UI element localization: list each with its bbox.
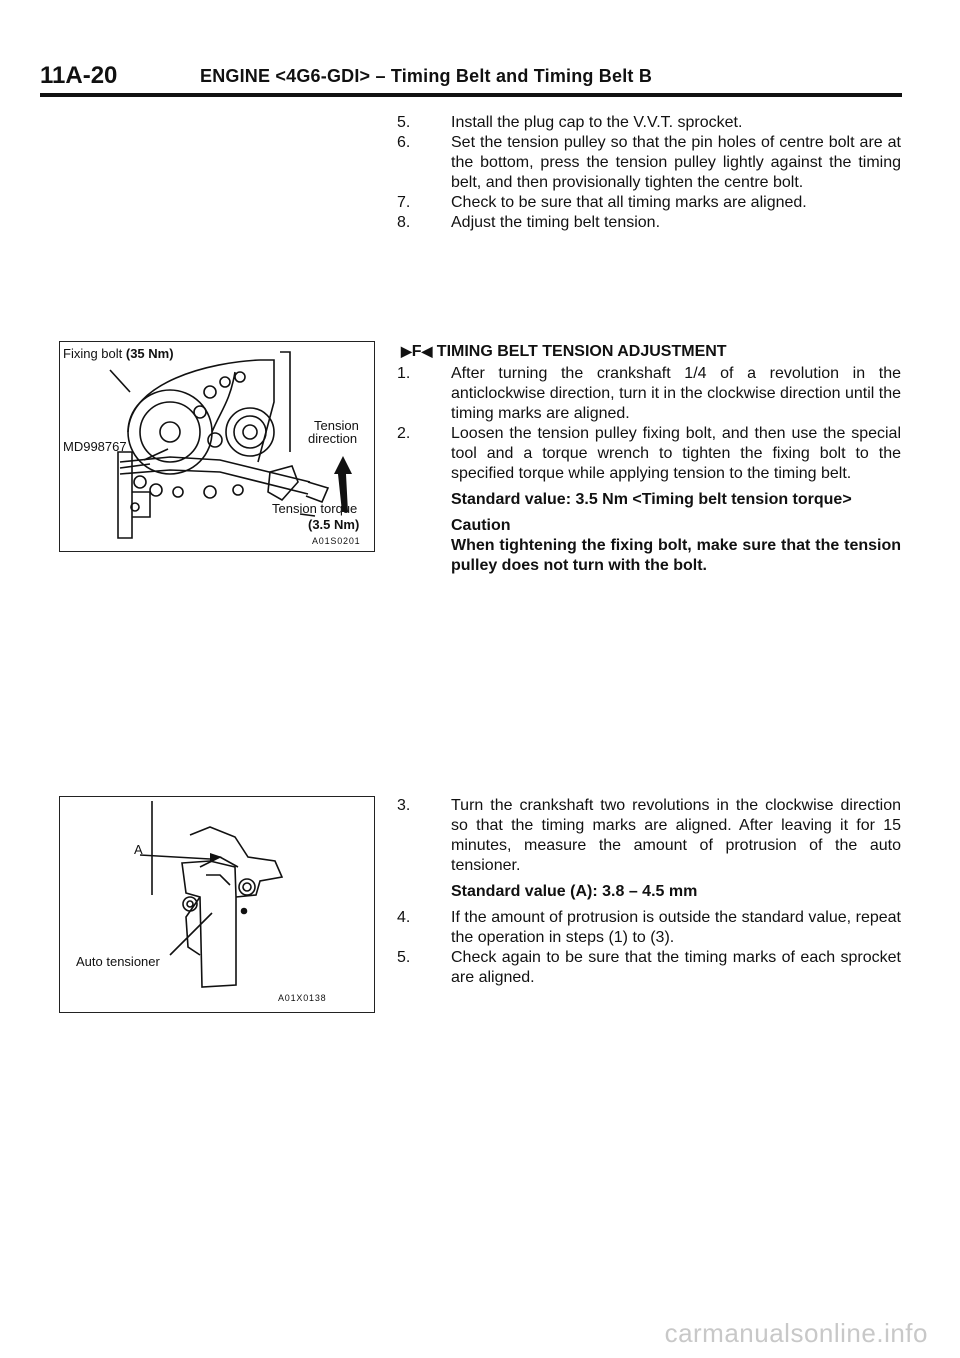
step-item xyxy=(395,213,901,233)
standard-value-a: Standard value (A): 3.8 – 4.5 mm xyxy=(451,883,698,900)
step-number: 5. xyxy=(397,114,411,131)
step-number: 3. xyxy=(397,797,411,814)
figure-tension-adjustment xyxy=(59,341,375,552)
figure-code: A01S0201 xyxy=(312,536,361,546)
triangle-right-icon: ▶ xyxy=(401,343,412,359)
page-title: ENGINE <4G6-GDI> – Timing Belt and Timing Belt B xyxy=(200,66,653,86)
section-heading-text: TIMING BELT TENSION ADJUSTMENT xyxy=(436,343,727,360)
triangle-left-icon: ◀ xyxy=(421,343,433,359)
figure-auto-tensioner xyxy=(59,796,375,1013)
step-text: Adjust the timing belt tension. xyxy=(451,214,661,231)
caution-text: When tightening the fixing bolt, make sure that the tension pulley does not turn with the bolt. xyxy=(451,537,901,574)
fixing-bolt-text: Fixing bolt xyxy=(63,346,123,361)
step-item xyxy=(395,133,901,193)
tension-adjustment-section xyxy=(395,341,901,576)
step-item xyxy=(395,193,901,213)
watermark: carmanualsonline.info xyxy=(664,1318,928,1348)
step-number: 8. xyxy=(397,214,411,231)
step-item xyxy=(395,364,901,424)
step-text: Set the tension pulley so that the pin holes of centre bolt are at the bottom, press the tension pulley lightly against the timing belt, and then provisionally tighten the centre bolt. xyxy=(451,134,901,191)
tension-torque-label: Tension torque xyxy=(272,501,358,516)
step-item xyxy=(395,424,901,484)
section-marker-letter: F xyxy=(411,343,422,360)
tension-torque-value: (3.5 Nm) xyxy=(308,517,360,532)
page-number: 11A-20 xyxy=(40,62,118,89)
figure-code: A01X0138 xyxy=(278,993,327,1003)
fixing-bolt-label xyxy=(63,347,174,361)
section-heading xyxy=(395,341,901,362)
step-item xyxy=(395,796,901,876)
step-number: 1. xyxy=(397,365,411,382)
steps-bottom xyxy=(395,796,901,988)
steps-top xyxy=(395,113,901,233)
auto-tensioner-illustration xyxy=(60,797,374,1012)
tension-label: Tension xyxy=(314,418,359,433)
step-text: Check to be sure that all timing marks are aligned. xyxy=(451,194,807,211)
direction-label: direction xyxy=(308,431,358,446)
step-number: 4. xyxy=(397,909,411,926)
step-item xyxy=(395,113,901,133)
step-text: If the amount of protrusion is outside the standard value, repeat the operation in steps (1) to (3). xyxy=(451,909,901,946)
step-number: 7. xyxy=(397,194,411,211)
step-number: 2. xyxy=(397,425,411,442)
standard-value: Standard value: 3.5 Nm <Timing belt tension torque> xyxy=(451,491,852,508)
dimension-a-label: A xyxy=(134,842,143,857)
step-number: 6. xyxy=(397,134,411,151)
caution-title: Caution xyxy=(451,517,511,534)
step-item xyxy=(395,908,901,948)
fixing-bolt-torque: (35 Nm) xyxy=(125,346,174,361)
step-item xyxy=(395,948,901,988)
step-text: Loosen the tension pulley fixing bolt, and then use the special tool and a torque wrench to tighten the fixing bolt to the specified torque while applying tension to the timing belt. xyxy=(451,425,901,482)
header-rule xyxy=(40,93,902,97)
step-text: Install the plug cap to the V.V.T. sprocket. xyxy=(451,114,743,131)
auto-tensioner-label: Auto tensioner xyxy=(76,954,160,969)
special-tool-label: MD998767 xyxy=(63,439,127,454)
step-text: After turning the crankshaft 1/4 of a revolution in the anticlockwise direction, turn it in the clockwise direction until the timing marks are aligned. xyxy=(451,365,901,422)
step-text: Check again to be sure that the timing marks of each sprocket are aligned. xyxy=(451,949,901,986)
step-text: Turn the crankshaft two revolutions in the clockwise direction so that the timing marks are aligned. After leaving it for 15 minutes, measure the amount of protrusion of the auto tensioner. xyxy=(451,797,901,874)
step-number: 5. xyxy=(397,949,411,966)
